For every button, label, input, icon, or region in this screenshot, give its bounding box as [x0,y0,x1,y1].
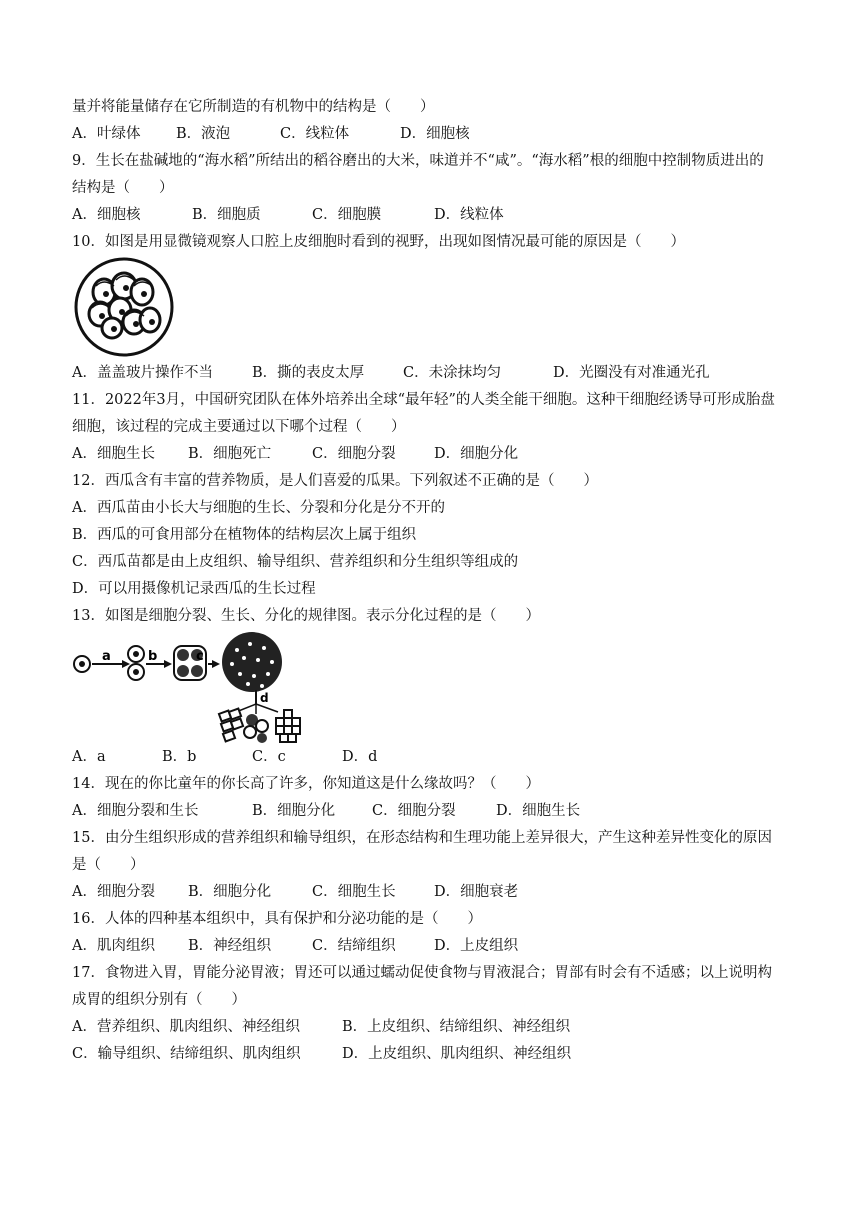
option-c[interactable]: C．细胞膜 [312,207,382,223]
option-a[interactable]: A．细胞分裂 [72,884,155,900]
option-b[interactable]: B．神经组织 [188,938,272,954]
exam-page [72,94,802,1068]
option-a[interactable]: A．细胞生长 [72,446,155,462]
options-row [72,879,802,906]
option-c[interactable]: C．细胞生长 [312,884,396,900]
options-row [72,933,802,960]
label-c: c [196,649,204,664]
option-c[interactable]: C．结缔组织 [312,938,396,954]
option-b[interactable]: B．上皮组织、结缔组织、神经组织 [342,1019,571,1035]
option-d[interactable]: D．细胞衰老 [434,884,519,900]
question-10 [72,229,802,387]
option-a[interactable]: A．细胞分裂和生长 [72,803,199,819]
question-text: 12．西瓜含有丰富的营养物质，是人们喜爱的瓜果。下列叙述不正确的是（ ） [72,473,598,489]
option-a[interactable]: A．营养组织、肌肉组织、神经组织 [72,1019,300,1035]
question-12 [72,468,802,603]
question-text: 11．2022年3月，中国研究团队在体外培养出全球“最年轻”的人类全能干细胞。这种干细胞经诱导可形成胎盘 [72,392,775,408]
question-16 [72,906,802,960]
cell-mass [222,632,282,692]
question-17 [72,960,802,1068]
question-text: 15．由分生组织形成的营养组织和输导组织，在形态结构和生理功能上差异很大，产生这种差异性变化的原因 [72,830,772,846]
option-d[interactable]: D．上皮组织、肌肉组织、神经组织 [342,1046,572,1062]
option-a[interactable]: A．a [72,749,106,765]
option-d[interactable]: D．细胞生长 [496,803,581,819]
option-b[interactable]: B．细胞分化 [188,884,272,900]
options-row [72,441,802,468]
question-11 [72,387,802,468]
question-text: 结构是（ ） [72,180,174,196]
option-a[interactable]: A．叶绿体 [72,126,141,142]
option-d[interactable]: D．光圈没有对准通光孔 [553,365,710,381]
question-text: 9．生长在盐碱地的“海水稻”所结出的稻谷磨出的大米，味道并不“咸”。“海水稻”根的细胞中控制物质进出的 [72,153,764,169]
options-row [72,1014,802,1041]
options-row [72,744,802,771]
single-cell [74,656,90,672]
question-13 [72,603,802,771]
option-c[interactable]: C．未涂抹均匀 [403,365,502,381]
option-a[interactable]: A．西瓜苗由小长大与细胞的生长、分裂和分化是分不开的 [72,500,445,516]
label-d: d [260,691,269,705]
label-a: a [102,649,111,664]
option-d[interactable]: D．线粒体 [434,207,504,223]
option-b[interactable]: B．细胞分化 [252,803,336,819]
option-b[interactable]: B．撕的表皮太厚 [252,365,365,381]
tissue-1 [219,709,243,742]
options-row [72,360,802,387]
two-cells [128,646,144,680]
question-text: 14．现在的你比童年的你长高了许多，你知道这是什么缘故吗？（ ） [72,776,540,792]
options-row [72,202,802,229]
option-b[interactable]: B．细胞死亡 [188,446,272,462]
option-a[interactable]: A．盖盖玻片操作不当 [72,365,213,381]
question-text: 17．食物进入胃，胃能分泌胃液；胃还可以通过蠕动促使食物与胃液混合；胃部有时会有不适感；以上说明构 [72,965,772,981]
label-b: b [148,649,158,664]
option-c[interactable]: C．线粒体 [280,126,350,142]
option-d[interactable]: D．细胞分化 [434,446,519,462]
option-b[interactable]: B．细胞质 [192,207,261,223]
option-d[interactable]: D．d [342,749,378,765]
question-text: 量并将能量储存在它所制造的有机物中的结构是（ ） [72,99,435,115]
question-15 [72,825,802,906]
question-text: 13．如图是细胞分裂、生长、分化的规律图。表示分化过程的是（ ） [72,608,540,624]
question-9 [72,148,802,229]
question-text: 16．人体的四种基本组织中，具有保护和分泌功能的是（ ） [72,911,482,927]
options-row [72,798,802,825]
question-text: 成胃的组织分别有（ ） [72,992,246,1008]
tissue-2 [244,714,268,743]
option-c[interactable]: C．输导组织、结缔组织、肌肉组织 [72,1046,301,1062]
option-a[interactable]: A．肌肉组织 [72,938,155,954]
question-14 [72,771,802,825]
tissue-3 [276,710,300,742]
option-a[interactable]: A．细胞核 [72,207,141,223]
options-row [72,121,802,148]
option-d[interactable]: D．细胞核 [400,126,470,142]
option-c[interactable]: C．c [252,749,286,765]
option-c[interactable]: C．细胞分裂 [372,803,456,819]
cell-division-diagram [72,632,802,744]
question-text: 是（ ） [72,857,145,873]
option-b[interactable]: B．b [162,749,197,765]
microscope-view-figure [72,256,802,360]
question-text: 细胞，该过程的完成主要通过以下哪个过程（ ） [72,419,406,435]
options-row [72,1041,802,1068]
option-c[interactable]: C．细胞分裂 [312,446,396,462]
option-b[interactable]: B．西瓜的可食用部分在植物体的结构层次上属于组织 [72,527,417,543]
option-d[interactable]: D．上皮组织 [434,938,519,954]
question-text: 10．如图是用显微镜观察人口腔上皮细胞时看到的视野，出现如图情况最可能的原因是（ ） [72,234,685,250]
option-c[interactable]: C．西瓜苗都是由上皮组织、输导组织、营养组织和分生组织等组成的 [72,554,519,570]
option-b[interactable]: B．液泡 [176,126,231,142]
question-8 [72,94,802,148]
option-d[interactable]: D．可以用摄像机记录西瓜的生长过程 [72,581,316,597]
